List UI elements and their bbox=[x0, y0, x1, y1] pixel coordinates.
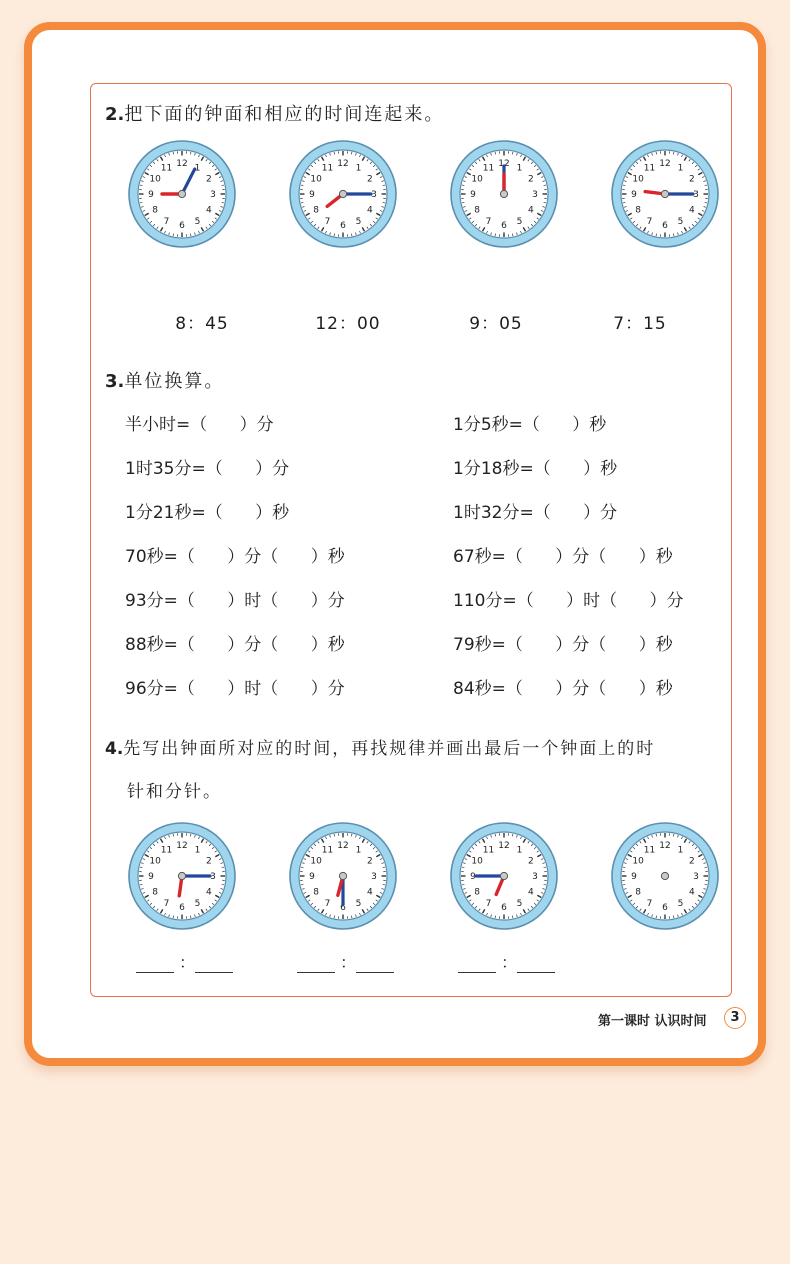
clock-numeral: 8 bbox=[635, 205, 642, 216]
clock-numeral: 10 bbox=[149, 856, 161, 867]
clock-numeral: 7 bbox=[485, 899, 492, 910]
clock-numeral: 12 bbox=[498, 841, 510, 852]
clock-center-pin bbox=[661, 872, 668, 879]
clock-numeral: 6 bbox=[340, 903, 346, 914]
clock-numeral: 11 bbox=[160, 163, 173, 174]
clock-center-pin bbox=[178, 190, 185, 197]
conversion-right-3: 1时32分=（ ）分 bbox=[453, 503, 618, 523]
clock-face bbox=[288, 139, 398, 249]
clock-numeral: 11 bbox=[643, 845, 656, 856]
clock-numeral: 5 bbox=[194, 899, 201, 910]
q3-text: 单位换算。 bbox=[124, 371, 225, 392]
clock-numeral: 12 bbox=[498, 159, 510, 170]
content-frame bbox=[90, 83, 732, 997]
clock-numeral: 6 bbox=[662, 221, 668, 232]
clock-numeral: 12 bbox=[337, 159, 349, 170]
clock-numeral: 8 bbox=[474, 205, 481, 216]
clock-numeral: 11 bbox=[321, 845, 334, 856]
clock-numeral: 4 bbox=[527, 205, 534, 216]
clock-face bbox=[449, 821, 559, 931]
clock-q2-4 bbox=[610, 139, 720, 249]
clock-face bbox=[610, 139, 720, 249]
clock-numeral: 7 bbox=[485, 217, 492, 228]
clock-numeral: 2 bbox=[688, 174, 695, 185]
clock-numeral: 4 bbox=[366, 205, 373, 216]
clock-numeral: 12 bbox=[659, 841, 671, 852]
clock-numeral: 10 bbox=[149, 174, 161, 185]
clock-numeral: 4 bbox=[205, 205, 212, 216]
conversion-right-4: 67秒=（ ）分（ ）秒 bbox=[453, 547, 673, 567]
clock-numeral: 3 bbox=[532, 190, 538, 201]
clock-numeral: 3 bbox=[210, 872, 216, 883]
clock-numeral: 10 bbox=[310, 174, 322, 185]
clock-numeral: 8 bbox=[152, 887, 159, 898]
clock-numeral: 10 bbox=[632, 174, 644, 185]
clock-numeral: 12 bbox=[659, 159, 671, 170]
conversion-right-6: 79秒=（ ）分（ ）秒 bbox=[453, 635, 673, 655]
clock-numeral: 2 bbox=[688, 856, 695, 867]
clock-numeral: 8 bbox=[152, 205, 159, 216]
clock-numeral: 11 bbox=[643, 163, 656, 174]
clock-numeral: 5 bbox=[516, 217, 523, 228]
clock-numeral: 5 bbox=[355, 899, 362, 910]
clock-numeral: 9 bbox=[470, 872, 476, 883]
clock-numeral: 9 bbox=[631, 190, 637, 201]
clock-face bbox=[127, 139, 237, 249]
q4-text-line1: 先写出钟面所对应的时间，再找规律并画出最后一个钟面上的时 bbox=[123, 739, 656, 759]
clock-numeral: 1 bbox=[194, 163, 201, 174]
clock-numeral: 7 bbox=[324, 899, 331, 910]
clock-numeral: 4 bbox=[688, 205, 695, 216]
clock-numeral: 8 bbox=[635, 887, 642, 898]
answer-blank-3[interactable]: ： bbox=[458, 950, 555, 973]
clock-numeral: 3 bbox=[693, 872, 699, 883]
q3-number: 3. bbox=[105, 371, 125, 392]
conversion-left-4: 70秒=（ ）分（ ）秒 bbox=[125, 547, 345, 567]
clock-numeral: 5 bbox=[677, 217, 684, 228]
clock-numeral: 1 bbox=[194, 845, 201, 856]
q4-title bbox=[105, 734, 655, 759]
clock-numeral: 6 bbox=[340, 221, 346, 232]
clock-numeral: 9 bbox=[148, 190, 154, 201]
clock-numeral: 4 bbox=[205, 887, 212, 898]
clock-numeral: 2 bbox=[527, 856, 534, 867]
clock-numeral: 11 bbox=[160, 845, 173, 856]
clock-numeral: 1 bbox=[516, 163, 523, 174]
clock-numeral: 7 bbox=[163, 899, 170, 910]
clock-numeral: 11 bbox=[482, 163, 495, 174]
clock-numeral: 6 bbox=[179, 903, 185, 914]
clock-numeral: 2 bbox=[205, 174, 212, 185]
clock-face bbox=[288, 821, 398, 931]
clock-numeral: 6 bbox=[501, 903, 507, 914]
clock-center-pin bbox=[178, 872, 185, 879]
clock-numeral: 5 bbox=[355, 217, 362, 228]
clock-numeral: 3 bbox=[693, 190, 699, 201]
clock-numeral: 5 bbox=[677, 899, 684, 910]
clock-numeral: 6 bbox=[501, 221, 507, 232]
clock-q4-4[interactable] bbox=[610, 821, 720, 931]
clock-numeral: 6 bbox=[179, 221, 185, 232]
worksheet-page bbox=[24, 22, 766, 1066]
time-option-2: 12：00 bbox=[315, 314, 381, 334]
time-option-1: 8：45 bbox=[175, 314, 229, 334]
page-number: 3 bbox=[724, 1007, 746, 1029]
conversion-left-2: 1时35分=（ ）分 bbox=[125, 459, 290, 479]
clock-numeral: 9 bbox=[309, 872, 315, 883]
answer-blank-2[interactable]: ： bbox=[297, 950, 394, 973]
clock-numeral: 4 bbox=[527, 887, 534, 898]
clock-numeral: 11 bbox=[321, 163, 334, 174]
clock-numeral: 3 bbox=[210, 190, 216, 201]
clock-numeral: 2 bbox=[527, 174, 534, 185]
clock-numeral: 1 bbox=[677, 845, 684, 856]
clock-center-pin bbox=[500, 190, 507, 197]
clock-q2-2 bbox=[288, 139, 398, 249]
conversion-right-1: 1分5秒=（ ）秒 bbox=[453, 415, 607, 435]
lesson-footer: 第一课时 认识时间 bbox=[598, 1014, 707, 1029]
clock-numeral: 6 bbox=[662, 903, 668, 914]
conversion-left-7: 96分=（ ）时（ ）分 bbox=[125, 679, 345, 699]
clock-q4-2 bbox=[288, 821, 398, 931]
clock-numeral: 1 bbox=[677, 163, 684, 174]
conversion-right-2: 1分18秒=（ ）秒 bbox=[453, 459, 618, 479]
clock-numeral: 9 bbox=[470, 190, 476, 201]
clock-numeral: 7 bbox=[324, 217, 331, 228]
clock-numeral: 3 bbox=[371, 190, 377, 201]
clock-numeral: 3 bbox=[532, 872, 538, 883]
conversion-left-5: 93分=（ ）时（ ）分 bbox=[125, 591, 345, 611]
clock-center-pin bbox=[661, 190, 668, 197]
q2-number: 2. bbox=[105, 104, 125, 125]
q3-title bbox=[105, 367, 224, 393]
clock-numeral: 4 bbox=[688, 887, 695, 898]
clock-numeral: 1 bbox=[516, 845, 523, 856]
clock-numeral: 5 bbox=[194, 217, 201, 228]
q2-text: 把下面的钟面和相应的时间连起来。 bbox=[124, 104, 445, 125]
clock-numeral: 5 bbox=[516, 899, 523, 910]
clock-center-pin bbox=[500, 872, 507, 879]
clock-face bbox=[449, 139, 559, 249]
clock-numeral: 9 bbox=[148, 872, 154, 883]
clock-numeral: 1 bbox=[355, 845, 362, 856]
conversion-left-6: 88秒=（ ）分（ ）秒 bbox=[125, 635, 345, 655]
clock-numeral: 2 bbox=[205, 856, 212, 867]
q4-text-line2: 针和分针。 bbox=[127, 782, 222, 802]
clock-numeral: 7 bbox=[163, 217, 170, 228]
clock-q2-3 bbox=[449, 139, 559, 249]
clock-numeral: 3 bbox=[371, 872, 377, 883]
clock-numeral: 12 bbox=[176, 841, 188, 852]
clock-q4-3 bbox=[449, 821, 559, 931]
clock-numeral: 9 bbox=[631, 872, 637, 883]
clock-numeral: 8 bbox=[313, 887, 320, 898]
clock-q4-1 bbox=[127, 821, 237, 931]
clock-numeral: 12 bbox=[176, 159, 188, 170]
clock-numeral: 11 bbox=[482, 845, 495, 856]
q2-title bbox=[105, 100, 444, 126]
clock-center-pin bbox=[339, 190, 346, 197]
conversion-right-5: 110分=（ ）时（ ）分 bbox=[453, 591, 684, 611]
conversion-right-7: 84秒=（ ）分（ ）秒 bbox=[453, 679, 673, 699]
clock-numeral: 9 bbox=[309, 190, 315, 201]
answer-blank-1[interactable]: ： bbox=[136, 950, 233, 973]
clock-numeral: 8 bbox=[474, 887, 481, 898]
clock-numeral: 10 bbox=[471, 856, 483, 867]
clock-numeral: 4 bbox=[366, 887, 373, 898]
conversion-left-3: 1分21秒=（ ）秒 bbox=[125, 503, 290, 523]
clock-numeral: 2 bbox=[366, 856, 373, 867]
clock-numeral: 2 bbox=[366, 174, 373, 185]
clock-center-pin bbox=[339, 872, 346, 879]
clock-numeral: 8 bbox=[313, 205, 320, 216]
clock-numeral: 1 bbox=[355, 163, 362, 174]
clock-numeral: 7 bbox=[646, 899, 653, 910]
conversion-left-1: 半小时=（ ）分 bbox=[125, 415, 274, 435]
q4-number: 4. bbox=[105, 739, 124, 759]
clock-q2-1 bbox=[127, 139, 237, 249]
clock-face bbox=[610, 821, 720, 931]
clock-numeral: 12 bbox=[337, 841, 349, 852]
time-option-3: 9：05 bbox=[469, 314, 523, 334]
clock-numeral: 10 bbox=[471, 174, 483, 185]
clock-numeral: 10 bbox=[310, 856, 322, 867]
clock-numeral: 10 bbox=[632, 856, 644, 867]
clock-face bbox=[127, 821, 237, 931]
clock-numeral: 7 bbox=[646, 217, 653, 228]
time-option-4: 7：15 bbox=[613, 314, 667, 334]
